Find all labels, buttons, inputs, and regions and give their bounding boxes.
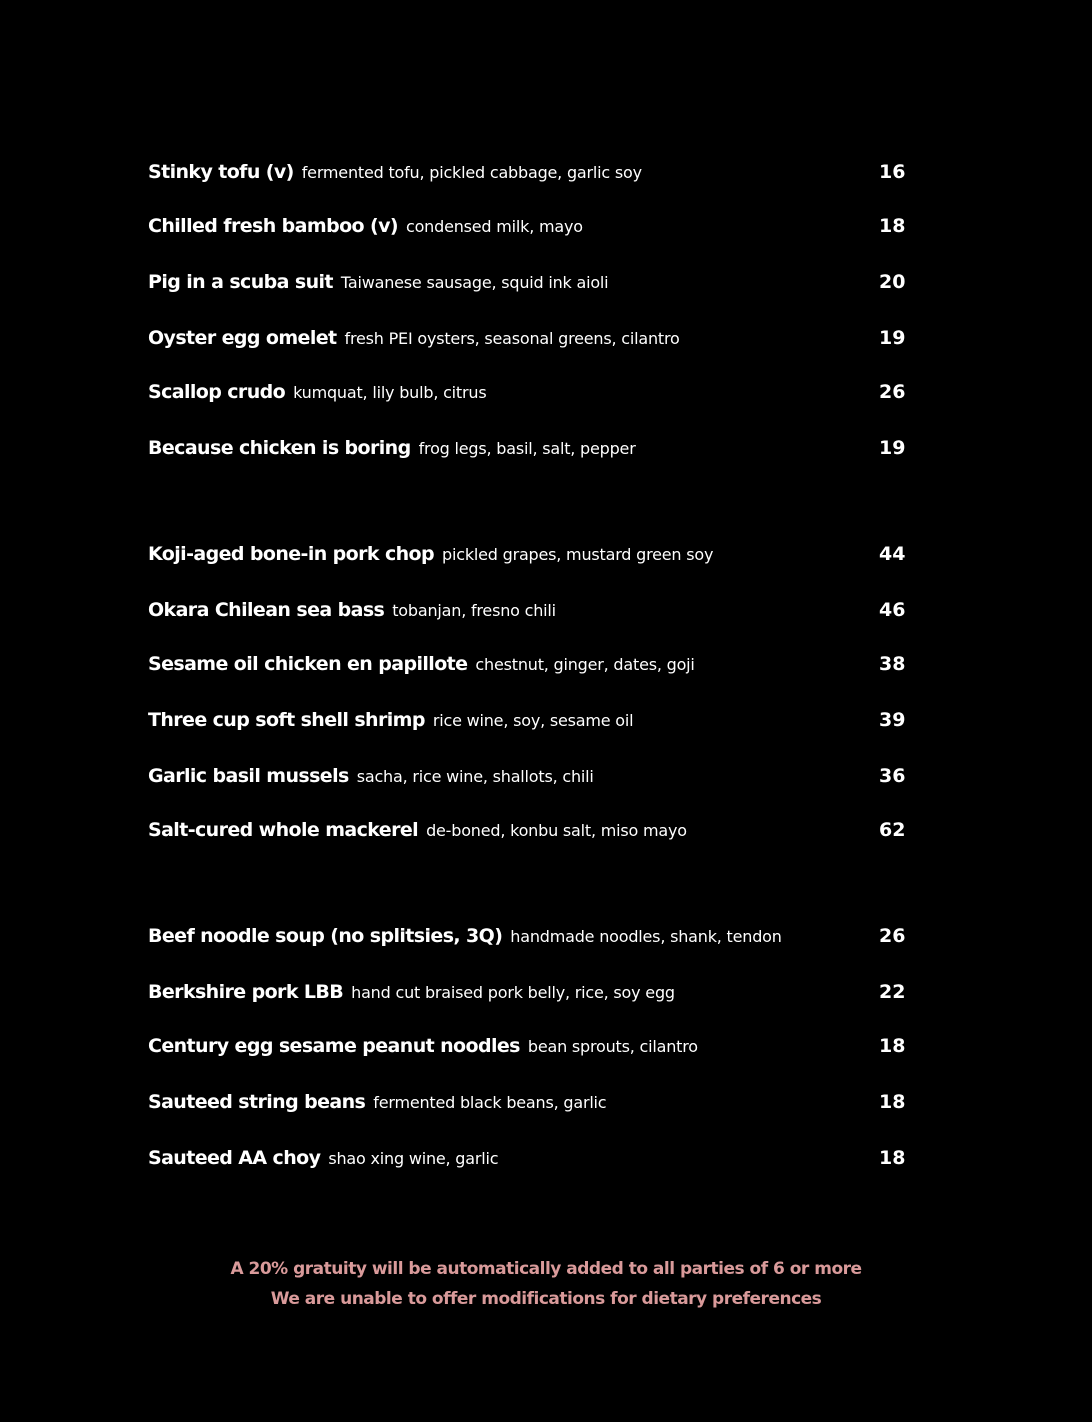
item-name: Three cup soft shell shrimp (148, 709, 425, 731)
item-description: tobanjan, fresno chili (392, 601, 556, 620)
gratuity-notice: A 20% gratuity will be automatically added to all parties of 6 or more (230, 1259, 862, 1279)
item-name: Garlic basil mussels (148, 765, 349, 787)
menu-item (148, 653, 908, 683)
menu-item (148, 1147, 908, 1177)
item-name: Pig in a scuba suit (148, 271, 333, 293)
menu-item (148, 765, 908, 795)
item-name: Beef noodle soup (no splitsies, 3Q) (148, 925, 503, 947)
item-name: Koji-aged bone-in pork chop (148, 543, 435, 565)
item-name: Century egg sesame peanut noodles (148, 1035, 520, 1057)
item-description: bean sprouts, cilantro (527, 1037, 698, 1056)
item-description: kumquat, lily bulb, citrus (293, 383, 487, 402)
menu-item (148, 327, 908, 357)
item-price: 36 (879, 765, 906, 787)
item-name: Stinky tofu (v) (148, 161, 294, 183)
item-name: Scallop crudo (148, 381, 286, 403)
menu-item (148, 543, 908, 573)
item-description: frog legs, basil, salt, pepper (418, 439, 636, 458)
item-price: 44 (879, 543, 906, 565)
item-name: Sesame oil chicken en papillote (148, 653, 468, 675)
item-name: Sauteed string beans (148, 1091, 366, 1113)
item-description: rice wine, soy, sesame oil (432, 711, 634, 730)
menu-item (148, 599, 908, 629)
menu-item (148, 161, 908, 191)
item-name: Because chicken is boring (148, 437, 411, 459)
item-price: 46 (879, 599, 906, 621)
item-description: chestnut, ginger, dates, goji (475, 655, 695, 674)
item-description: Taiwanese sausage, squid ink aioli (340, 273, 609, 292)
item-price: 62 (879, 819, 906, 841)
item-price: 39 (879, 709, 906, 731)
item-name: Chilled fresh bamboo (v) (148, 215, 398, 237)
item-price: 22 (879, 981, 906, 1003)
item-price: 18 (879, 1147, 906, 1169)
menu-item (148, 215, 908, 245)
menu-item (148, 381, 908, 411)
menu-item (148, 1091, 908, 1121)
item-price: 18 (879, 1091, 906, 1113)
item-price: 20 (879, 271, 906, 293)
item-description: handmade noodles, shank, tendon (510, 927, 782, 946)
item-name: Okara Chilean sea bass (148, 599, 385, 621)
item-description: fresh PEI oysters, seasonal greens, cilantro (344, 329, 680, 348)
menu-item (148, 1035, 908, 1065)
item-price: 18 (879, 215, 906, 237)
item-description: de-boned, konbu salt, miso mayo (426, 821, 687, 840)
item-price: 26 (879, 925, 906, 947)
item-price: 26 (879, 381, 906, 403)
menu-item (148, 981, 908, 1011)
item-description: sacha, rice wine, shallots, chili (356, 767, 594, 786)
item-name: Berkshire pork LBB (148, 981, 344, 1003)
item-price: 19 (879, 327, 906, 349)
menu-item (148, 819, 908, 849)
item-name: Salt-cured whole mackerel (148, 819, 419, 841)
menu-item (148, 437, 908, 467)
menu-item (148, 925, 908, 955)
item-price: 16 (879, 161, 906, 183)
item-description: fermented black beans, garlic (373, 1093, 607, 1112)
item-price: 38 (879, 653, 906, 675)
item-name: Oyster egg omelet (148, 327, 337, 349)
menu-item (148, 271, 908, 301)
menu-item (148, 709, 908, 739)
item-description: fermented tofu, pickled cabbage, garlic soy (301, 163, 642, 182)
item-description: condensed milk, mayo (405, 217, 583, 236)
item-description: shao xing wine, garlic (328, 1149, 499, 1168)
item-price: 19 (879, 437, 906, 459)
item-name: Sauteed AA choy (148, 1147, 321, 1169)
item-description: hand cut braised pork belly, rice, soy egg (351, 983, 675, 1002)
dietary-notice: We are unable to offer modifications for dietary preferences (270, 1289, 822, 1309)
item-description: pickled grapes, mustard green soy (442, 545, 714, 564)
item-price: 18 (879, 1035, 906, 1057)
